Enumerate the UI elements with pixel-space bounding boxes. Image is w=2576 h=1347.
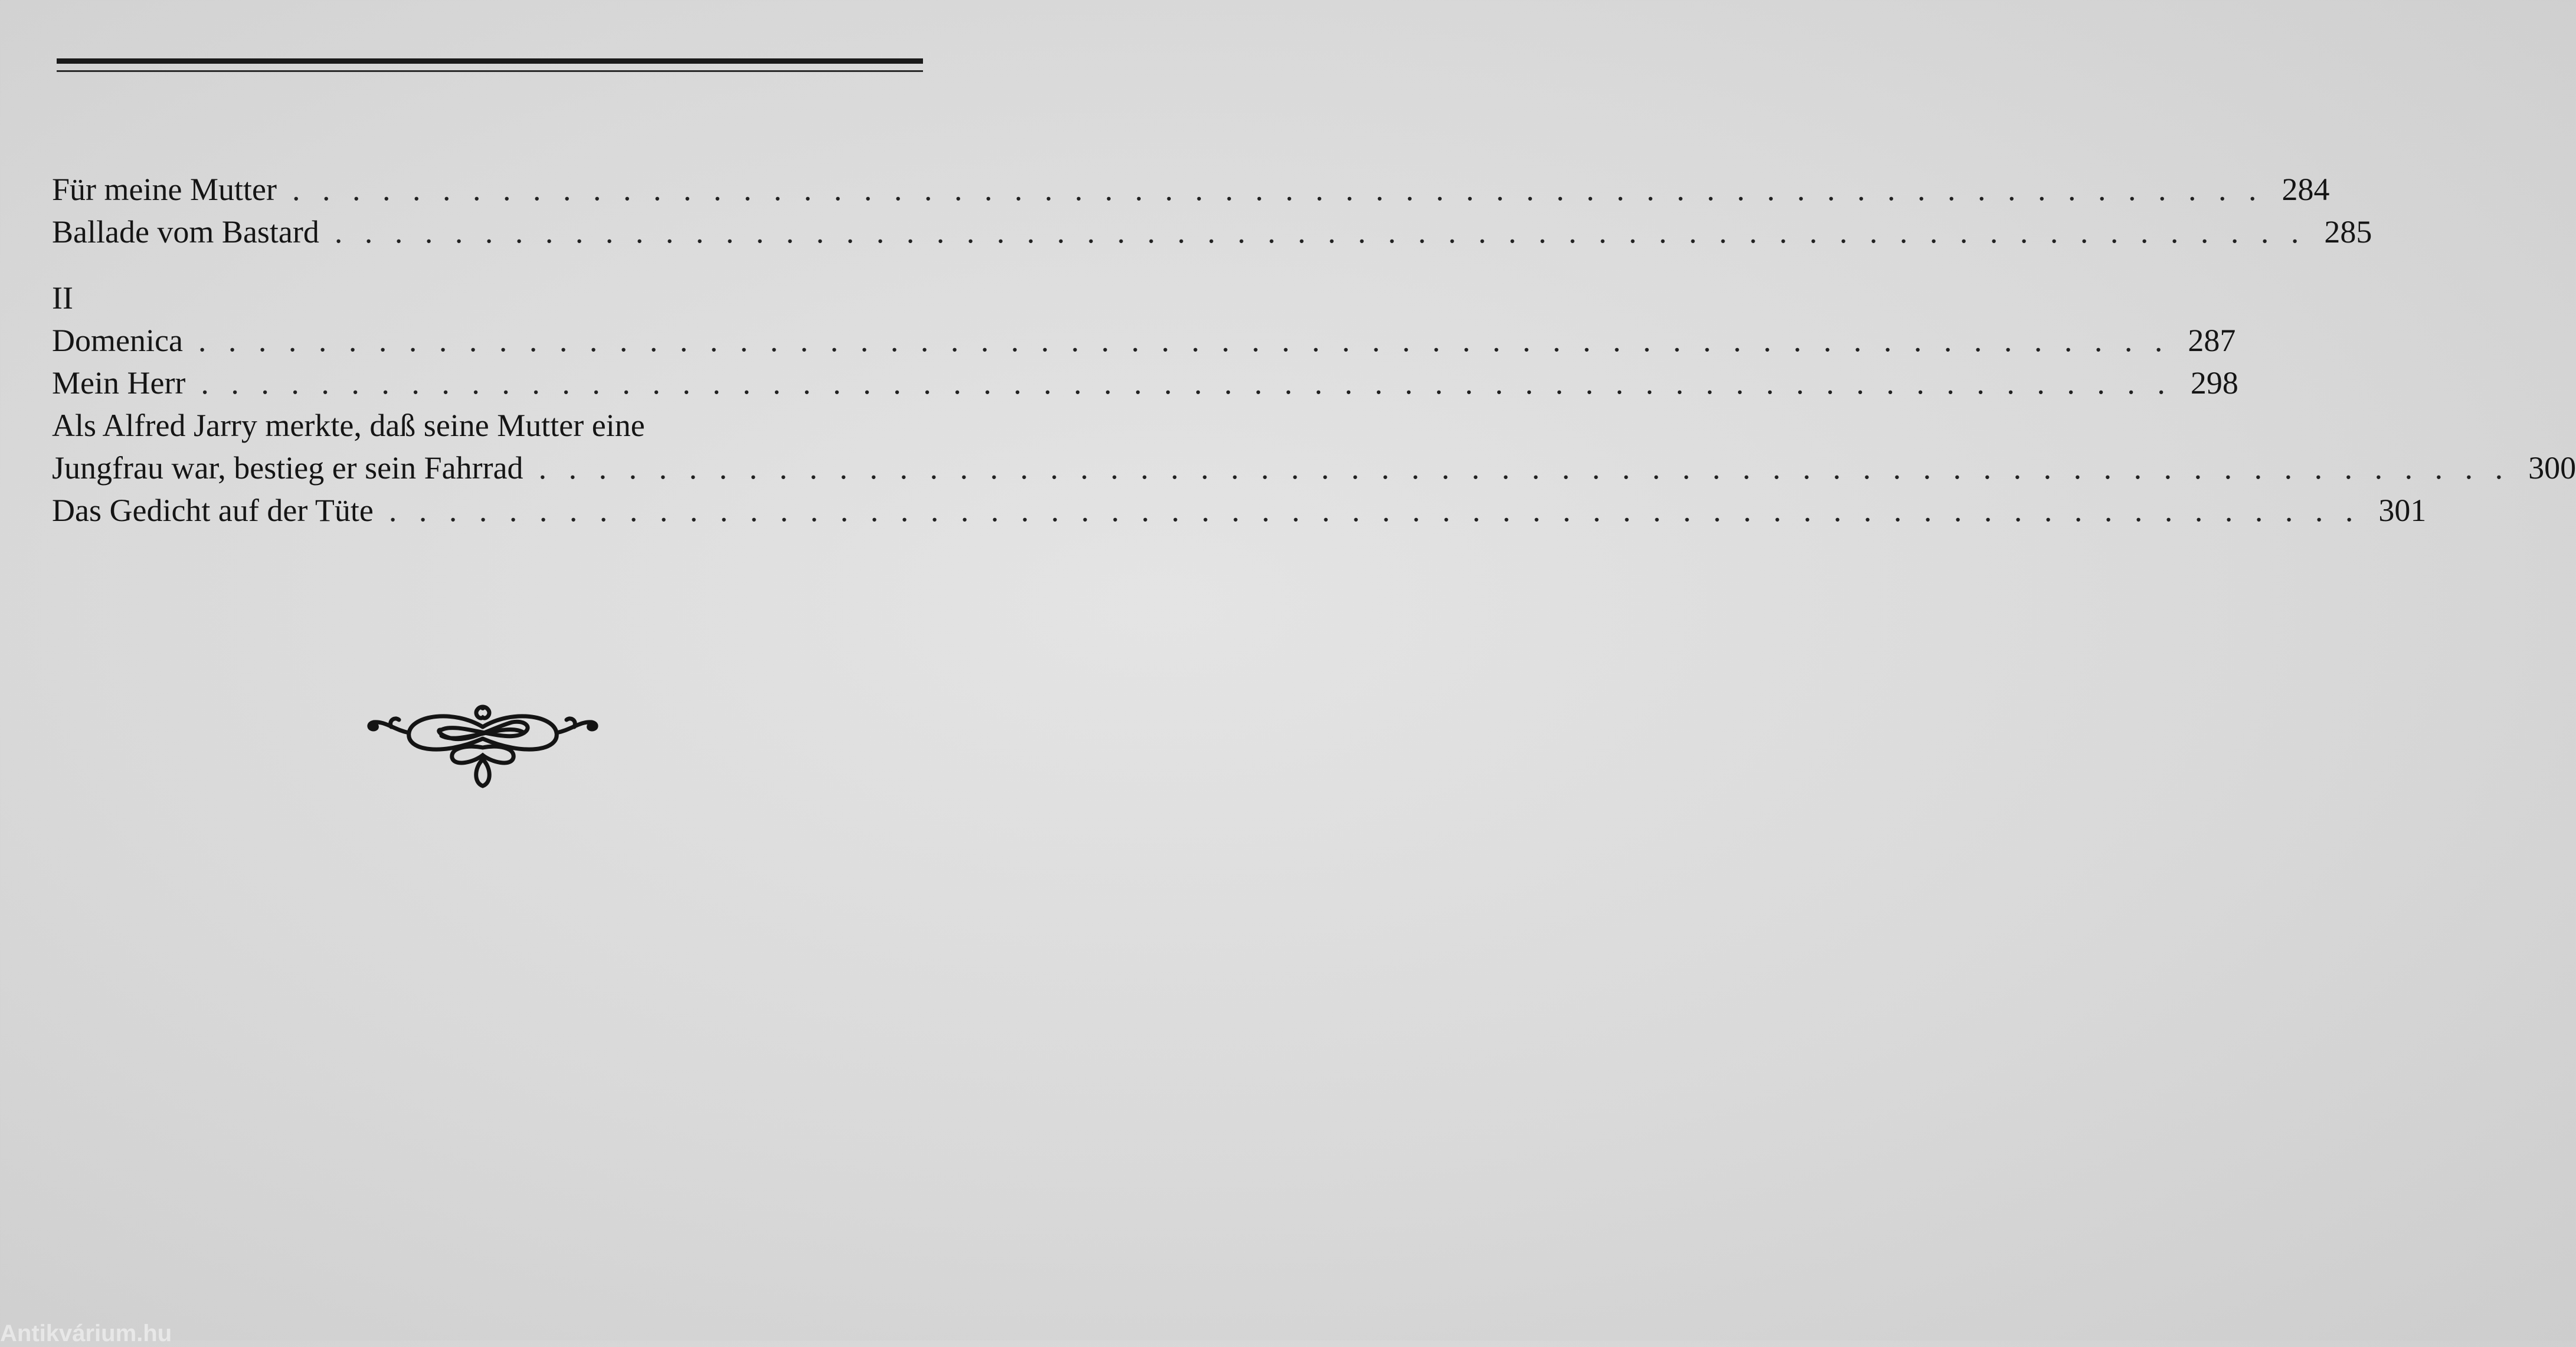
toc-entry-title: Ballade vom Bastard [52,214,319,250]
header-rule-thick [57,58,923,64]
section-gap [52,253,925,277]
toc-entry-title: Domenica [52,323,183,358]
watermark: Antikvárium.hu [0,1320,172,1346]
toc-entry-page: 285 [2324,214,2372,250]
toc-entry-page: 298 [2190,365,2238,401]
toc-entry-title: Für meine Mutter [52,172,277,207]
dot-leader: . . . . . . . . . . . . . . . . . . . . . . . . . . . . . . . . . . . . . . . . . . . . . . . . . . . . . . . . . . . . . . . . . . [538,450,2510,486]
toc-entry [52,362,2238,404]
section-heading: II [52,280,73,316]
toc-entry-title-line2: Jungfrau war, bestieg er sein Fahrrad [52,450,523,486]
dot-leader: . . . . . . . . . . . . . . . . . . . . . . . . . . . . . . . . . . . . . . . . . . . . . . . . . . . . . . . . . . . . . . . . . . [334,214,2306,250]
toc-entry [52,211,2372,253]
toc-entry-title: Mein Herr [52,365,186,401]
toc-entry-page: 287 [2188,323,2236,358]
table-of-contents [52,168,2576,532]
toc-entry [52,319,2236,362]
toc-entry-page: 300 [2528,450,2576,486]
toc-entry-page: 284 [2282,172,2330,207]
header-rule-thin [57,70,923,72]
toc-entry [52,489,2427,532]
toc-entry-title-line1: Als Alfred Jarry merkte, daß seine Mutter eine [52,408,645,443]
dot-leader: . . . . . . . . . . . . . . . . . . . . . . . . . . . . . . . . . . . . . . . . . . . . . . . . . . . . . . . . . . . . . . . . . . [388,493,2361,528]
dot-leader: . . . . . . . . . . . . . . . . . . . . . . . . . . . . . . . . . . . . . . . . . . . . . . . . . . . . . . . . . . . . . . . . . . [201,365,2172,401]
dot-leader: . . . . . . . . . . . . . . . . . . . . . . . . . . . . . . . . . . . . . . . . . . . . . . . . . . . . . . . . . . . . . . . . . . [292,172,2264,207]
toc-entry-page: 301 [2378,493,2427,528]
toc-entry [52,447,2576,489]
dot-leader: . . . . . . . . . . . . . . . . . . . . . . . . . . . . . . . . . . . . . . . . . . . . . . . . . . . . . . . . . . . . . . . . . . [198,323,2170,358]
toc-entry-title: Das Gedicht auf der Tüte [52,493,374,528]
decorative-knot-ornament-icon [365,703,601,798]
toc-entry [52,168,2330,211]
